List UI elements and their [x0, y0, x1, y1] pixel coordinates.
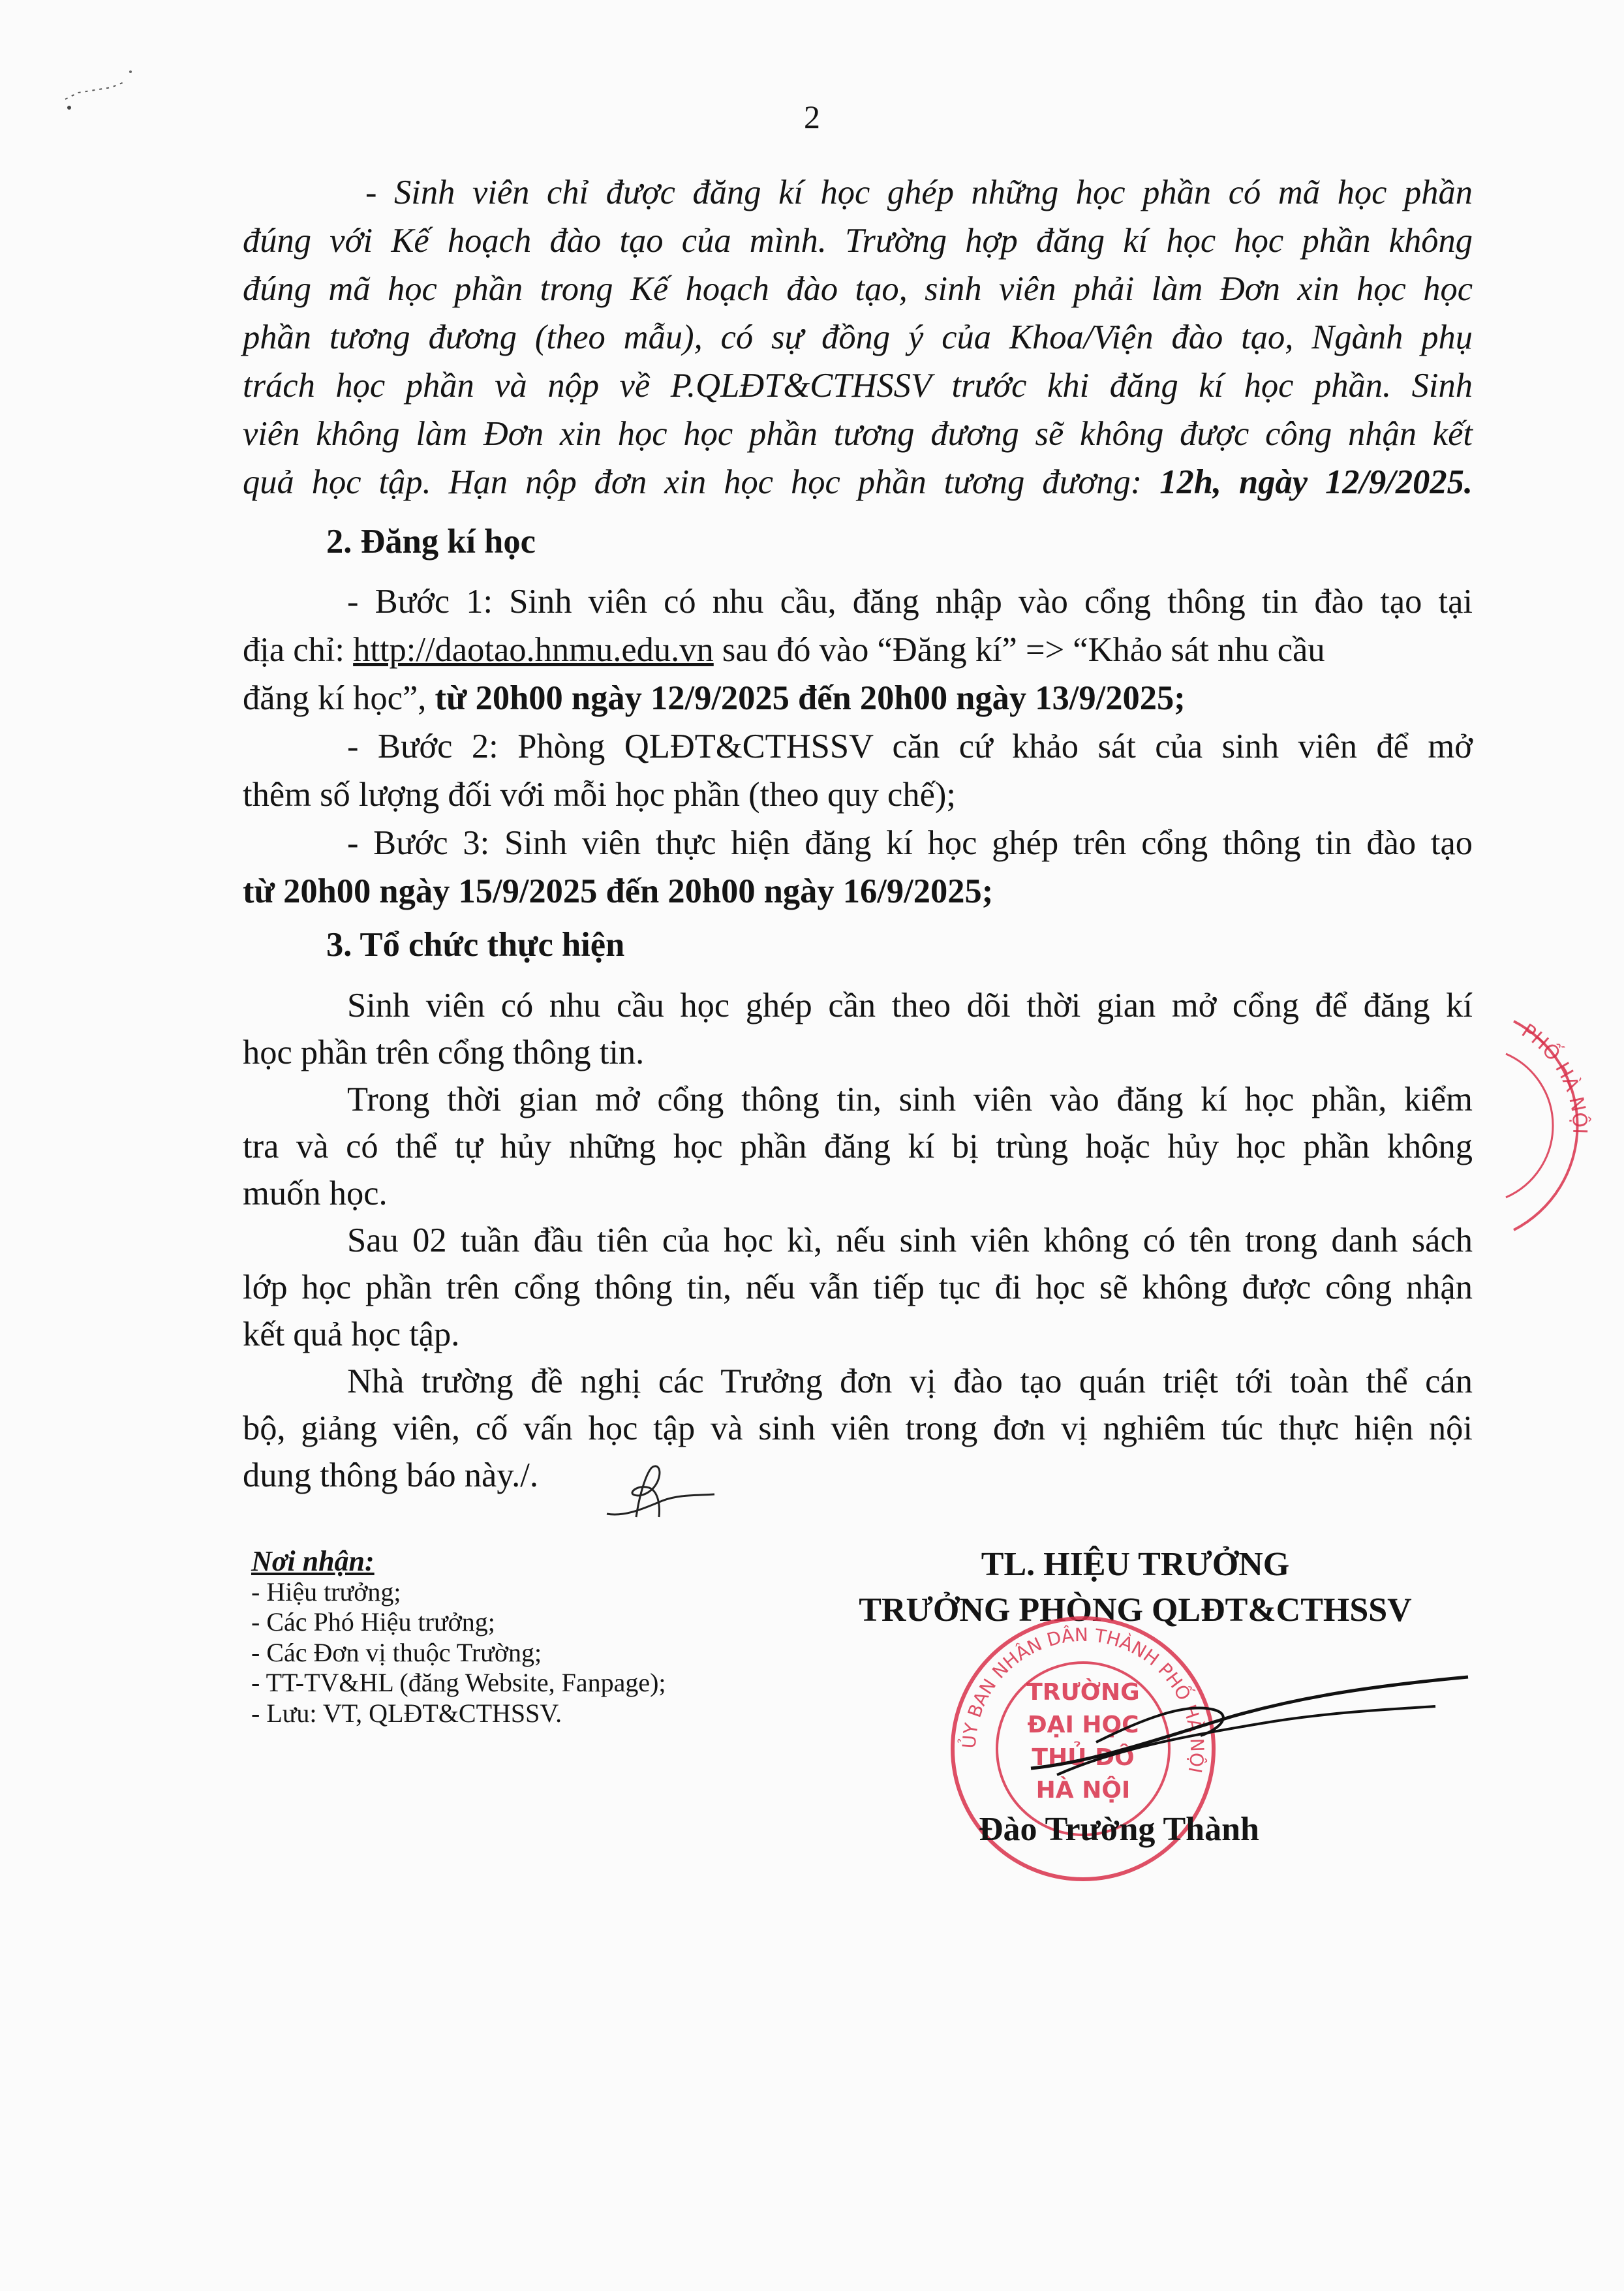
paragraph-line: Nhà trường đề nghị các Trưởng đơn vị đào tạo quán triệt tới toàn thể cán [347, 1362, 1473, 1400]
section-2-heading: 2. Đăng kí học [326, 523, 536, 561]
intro-line: phần tương đương (theo mẫu), có sự đồng ý của Khoa/Viện đào tạo, Ngành phụ [243, 318, 1473, 356]
stamp-line: ĐẠI HỌC [1027, 1712, 1139, 1738]
intro-line: viên không làm Đơn xin học học phần tương đương sẽ không được công nhận kết [243, 415, 1473, 453]
paragraph-line: bộ, giảng viên, cố vấn học tập và sinh viên trong đơn vị nghiêm túc thực hiện nội [243, 1409, 1473, 1447]
recipient-item: - Các Phó Hiệu trưởng; [251, 1607, 495, 1637]
stamp-line: TRƯỜNG [1026, 1679, 1140, 1706]
recipient-item: - Hiệu trưởng; [251, 1576, 401, 1607]
intro-line: đúng mã học phần trong Kế hoạch đào tạo, sinh viên phải làm Đơn xin học học [243, 270, 1473, 308]
recipient-item: - Các Đơn vị thuộc Trường; [251, 1637, 542, 1667]
signer-name: Đào Trường Thành [979, 1811, 1259, 1848]
paragraph-line: muốn học. [243, 1175, 388, 1212]
paragraph-line: Sau 02 tuần đầu tiên của học kì, nếu sinh viên không có tên trong danh sách [347, 1222, 1473, 1259]
intro-last-line: quả học tập. Hạn nộp đơn xin học học phần tương đương: 12h, ngày 12/9/2025. [243, 463, 1473, 501]
step-2-line: - Bước 2: Phòng QLĐT&CTHSSV căn cứ khảo sát của sinh viên để mở [347, 728, 1473, 765]
paragraph-line: Sinh viên có nhu cầu học ghép cần theo dõi thời gian mở cổng để đăng kí [347, 987, 1473, 1024]
page-number: 2 [804, 99, 820, 135]
section-3-heading: 3. Tổ chức thực hiện [326, 926, 625, 964]
step-2-line: thêm số lượng đối với mỗi học phần (theo quy chế); [243, 776, 956, 814]
edge-stamp-text: PHỐ HÀ NỘI [1517, 1019, 1591, 1135]
paragraph-line: Trong thời gian mở cổng thông tin, sinh viên vào đăng kí học phần, kiểm [347, 1081, 1473, 1118]
recipient-item: - TT-TV&HL (đăng Website, Fanpage); [251, 1668, 666, 1697]
page-edge-stamp-icon [1494, 1008, 1624, 1243]
initial-signature [600, 1455, 718, 1527]
step-1-address-line: địa chỉ: http://daotao.hnmu.edu.vn sau đó vào “Đăng kí” => “Khảo sát nhu cầu [243, 631, 1325, 669]
section-3-body [243, 982, 1473, 1499]
recipients-title: Nơi nhận: [251, 1545, 375, 1577]
step-1-line: - Bước 1: Sinh viên có nhu cầu, đăng nhập vào cổng thông tin đào tạo tại [347, 583, 1473, 621]
intro-line: trách học phần và nộp về P.QLĐT&CTHSSV trước khi đăng kí học phần. Sinh [243, 367, 1473, 405]
paragraph-line: học phần trên cổng thông tin. [243, 1034, 645, 1071]
paragraph-line: dung thông báo này./. [243, 1456, 538, 1494]
intro-line: đúng với Kế hoạch đào tạo của mình. Trường hợp đăng kí học học phần không [243, 222, 1473, 260]
stamp-ring-text: ỦY BAN NHÂN DÂN THÀNH PHỐ HÀ NỘI [958, 1623, 1208, 1775]
paragraph-line: lớp học phần trên cổng thông tin, nếu vẫn tiếp tục đi học sẽ không được công nhận [243, 1269, 1473, 1306]
recipients-block [251, 1546, 666, 1729]
signature-position: TRƯỞNG PHÒNG QLĐT&CTHSSV [859, 1591, 1412, 1629]
portal-link[interactable]: http://daotao.hnmu.edu.vn [353, 631, 714, 669]
intro-line: - Sinh viên chỉ được đăng kí học ghép những học phần có mã học phần [365, 174, 1473, 211]
step-3-line: - Bước 3: Sinh viên thực hiện đăng kí học ghép trên cổng thông tin đào tạo [347, 824, 1473, 862]
paragraph-line: tra và có thể tự hủy những học phần đăng kí bị trùng hoặc hủy học phần không [243, 1128, 1473, 1165]
deadline-text: 12h, ngày 12/9/2025. [1159, 463, 1473, 501]
recipient-item: - Lưu: VT, QLĐT&CTHSSV. [251, 1698, 562, 1728]
stamp-line: THỦ ĐÔ [1032, 1744, 1135, 1771]
intro-paragraph [243, 168, 1473, 506]
stamp-line: HÀ NỘI [1035, 1777, 1131, 1804]
step-1-time-line: đăng kí học”, từ 20h00 ngày 12/9/2025 đến 20h00 ngày 13/9/2025; [243, 679, 1186, 717]
paragraph-line: kết quả học tập. [243, 1315, 460, 1353]
registration-period: từ 20h00 ngày 15/9/2025 đến 20h00 ngày 16/9/2025; [243, 872, 994, 910]
signature-title: TL. HIỆU TRƯỞNG [981, 1546, 1290, 1583]
survey-period: từ 20h00 ngày 12/9/2025 đến 20h00 ngày 13/9/2025; [435, 679, 1186, 717]
svg-text:PHỐ HÀ NỘI [1517, 1019, 1592, 1134]
section-2-steps [243, 577, 1473, 915]
handwritten-signature [1018, 1638, 1475, 1801]
